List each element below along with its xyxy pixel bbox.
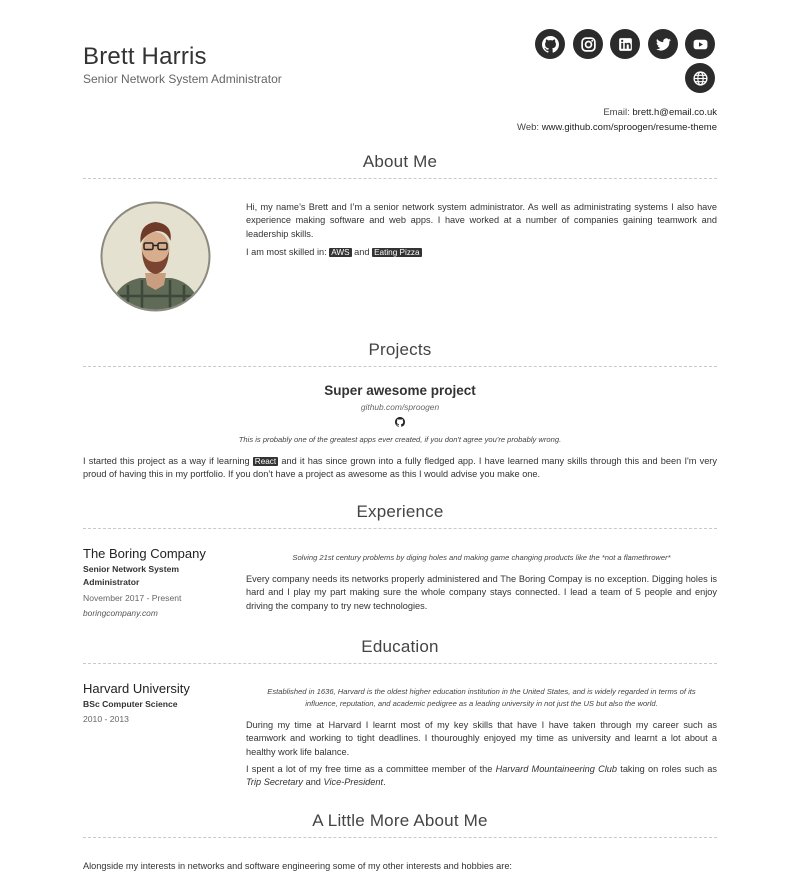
github-icon[interactable] — [535, 29, 565, 59]
experience-heading: Experience — [356, 502, 444, 521]
contact-email — [603, 107, 717, 118]
company-name: The Boring Company — [83, 546, 206, 561]
project-tagline: This is probably one of the greatest apps ever created, if you don't agree you're probably wrong. — [238, 435, 562, 444]
skills-and: and — [354, 247, 370, 257]
email-label: Email: — [603, 107, 630, 118]
skill-tag: AWS — [331, 248, 350, 257]
about-skills — [246, 246, 717, 259]
section-divider — [83, 366, 717, 367]
section-divider — [83, 837, 717, 838]
company-tagline: Solving 21st century problems by diging holes and making game changing products like the *not a flamethrower* — [292, 553, 671, 562]
project-name: Super awesome project — [324, 383, 476, 398]
edu-text: and — [305, 777, 321, 788]
project-tech-tag: React — [254, 457, 277, 466]
resume-name: Brett Harris — [83, 43, 207, 70]
edu-text: I spent a lot of my free time as a committee member of the — [246, 764, 493, 774]
contact-web — [517, 122, 717, 133]
twitter-icon[interactable] — [648, 29, 678, 59]
youtube-icon[interactable] — [685, 29, 715, 59]
skill-tag: Eating Pizza — [374, 248, 420, 257]
section-divider — [83, 663, 717, 664]
more-heading: A Little More About Me — [312, 811, 488, 830]
about-heading: About Me — [362, 152, 438, 171]
about-bio: Hi, my name’s Brett and I’m a senior network system administrator. As well as administrating systems I also have experience making software and web apps. I have worked at a number of companies gaining teamwork and leadership skills. — [246, 202, 717, 239]
project-desc-part: and it has since grown into a fully fledged app. I have learned many skills through this and been I'm very proud of having this in my portfolio. If you don’t have a project as awesome as this I would advise you make one. — [83, 456, 717, 480]
projects-heading: Projects — [368, 340, 432, 359]
email-link[interactable]: brett.h@email.co.uk — [632, 107, 717, 118]
edu-role: Trip Secretary — [246, 777, 304, 788]
project-github-icon[interactable] — [395, 414, 405, 424]
resume-title: Senior Network System Administrator — [83, 72, 282, 86]
web-link[interactable]: www.github.com/sproogen/resume-theme — [541, 122, 717, 133]
avatar — [100, 201, 211, 312]
job-dates: November 2017 - Present — [83, 593, 182, 603]
school-name: Harvard University — [83, 681, 190, 696]
job-role: Senior Network System Administrator — [83, 564, 179, 587]
education-description: During my time at Harvard I learnt most of my key skills that have I have taken through my career such as teamwork and working to tight deadlines. I thouroughly enjoyed my time as university and learnt a lot about a healthy work life balance. — [246, 720, 717, 757]
project-description — [83, 455, 717, 482]
instagram-icon[interactable] — [573, 29, 603, 59]
project-link[interactable]: github.com/sproogen — [360, 402, 440, 412]
skills-prefix: I am most skilled in: — [246, 247, 327, 257]
edu-text: taking on roles such as — [620, 764, 717, 774]
linkedin-icon[interactable] — [610, 29, 640, 59]
web-label: Web: — [517, 122, 540, 133]
globe-icon[interactable] — [685, 63, 715, 93]
edu-role: Vice-President — [323, 777, 384, 788]
education-heading: Education — [361, 637, 439, 656]
education-dates: 2010 - 2013 — [83, 714, 129, 724]
edu-text: . — [383, 777, 386, 788]
job-description: Every company needs its networks properly administered and The Boring Compay is no exception. Digging holes is hard and I play my part making sure the whole company stays connected. I lead a team of 5 people and enjoy driving the company to try new technologies. — [246, 574, 717, 611]
hobbies-intro: Alongside my interests in networks and software engineering some of my other interests and hobbies are: — [83, 861, 512, 871]
education-extracurricular — [246, 763, 717, 790]
company-website[interactable]: boringcompany.com — [83, 608, 158, 618]
degree: BSc Computer Science — [83, 699, 178, 709]
section-divider — [83, 178, 717, 179]
school-tagline: Established in 1636, Harvard is the oldest higher education institution in the United States, and is widely regarded in terms of its influence, reputation, and academic pedigree as a leading university in not just the US but also the world. — [267, 687, 696, 708]
project-desc-part: I started this project as a way if learning — [83, 456, 250, 466]
section-divider — [83, 528, 717, 529]
edu-club: Harvard Mountaineering Club — [495, 764, 618, 774]
